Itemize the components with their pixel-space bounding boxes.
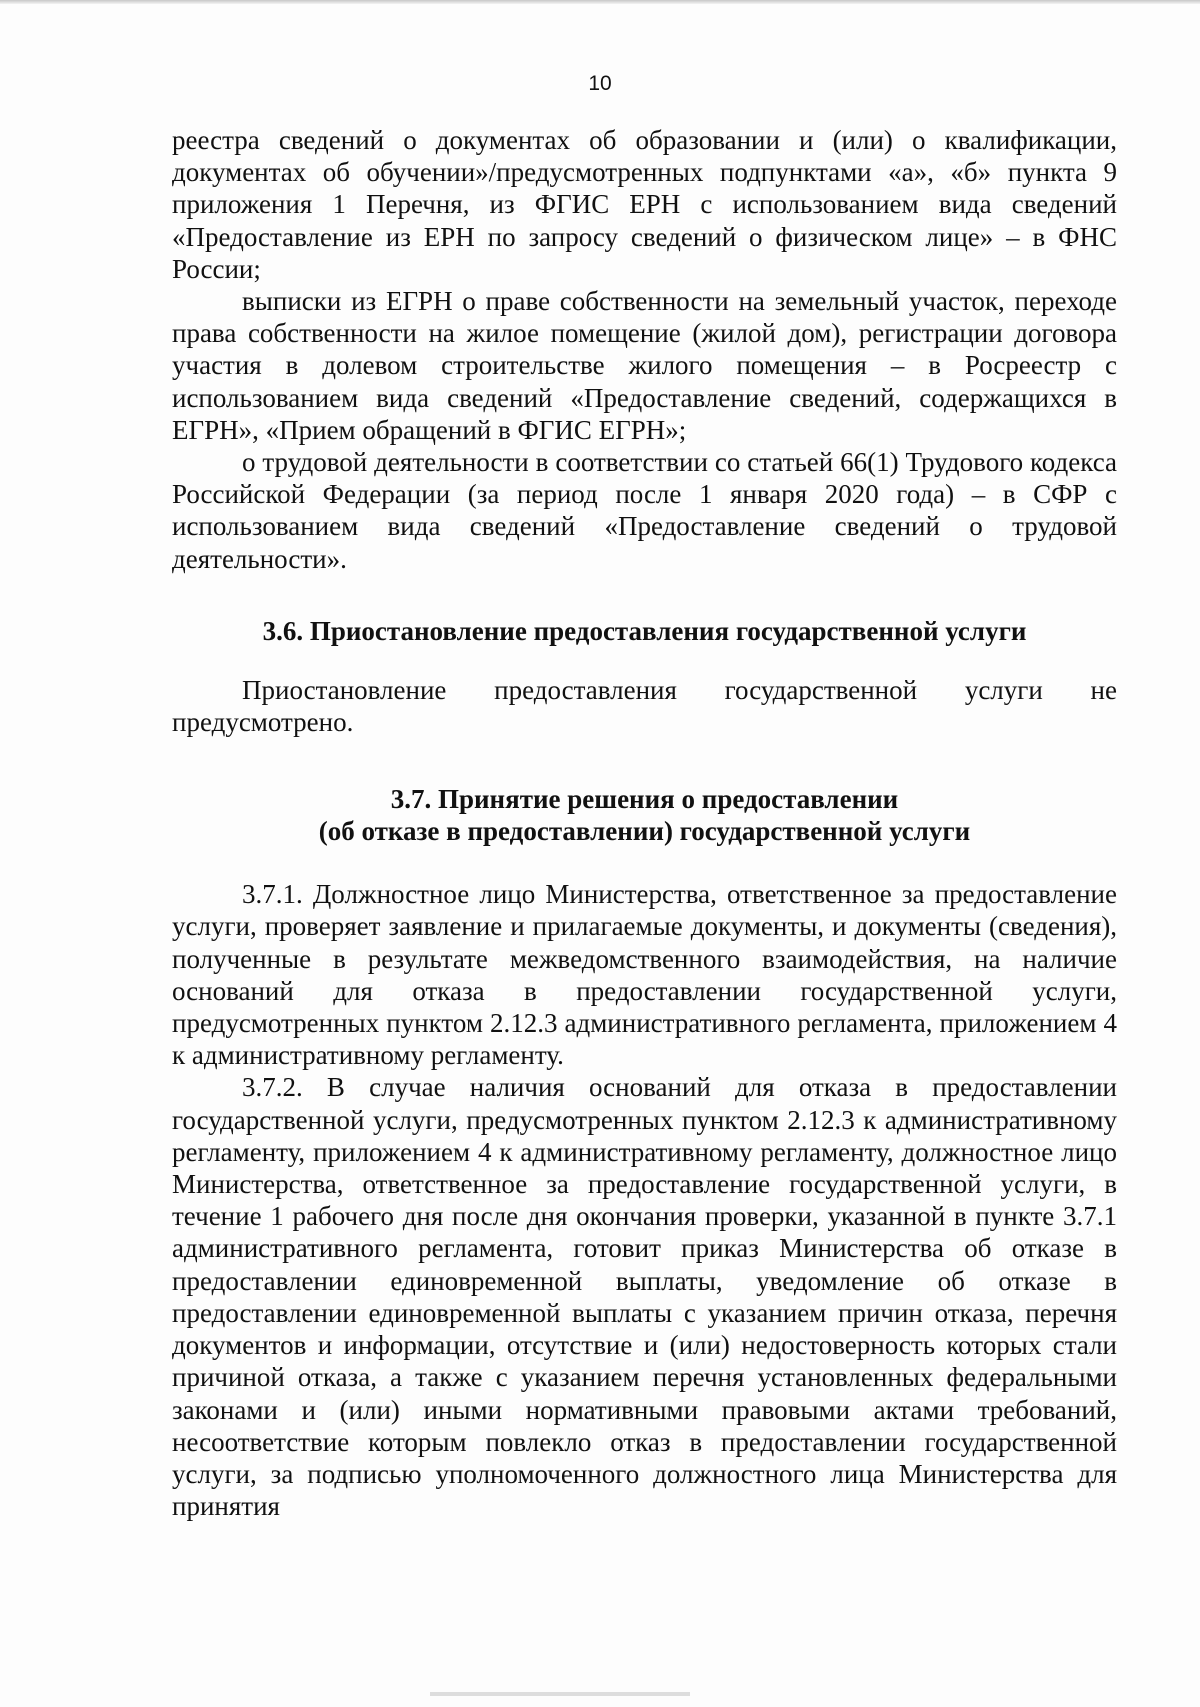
section-heading-3-7-line1: 3.7. Принятие решения о предоставлении [390, 784, 899, 815]
paragraph-egrn-extracts: выписки из ЕГРН о праве собственности на земельный участок, переходе права собственности на жилое помещение (жилой дом), регистрации договора участия в долевом строительстве жилого помещения – в Росреестр с использованием вида сведений «Предоставление сведений, содержащихся в ЕГРН», «Прием обращений в ФГИС ЕГРН»; [172, 286, 1117, 445]
section-heading-3-7-line2: (об отказе в предоставлении) государственной услуги [318, 816, 971, 847]
paragraph-continuation: реестра сведений о документах об образовании и (или) о квалификации, документах об обучении»/предусмотренных подпунктами «а», «б» пункта 9 приложения 1 Перечня, из ФГИС ЕРН с использованием вида сведений «Предоставление из ЕРН по запросу сведений о физическом лице» – в ФНС России; [172, 125, 1117, 284]
spacer [172, 647, 1117, 674]
spacer [172, 847, 1117, 878]
spacer [172, 575, 1117, 615]
spacer [172, 738, 1117, 783]
paragraph-3-7-2: 3.7.2. В случае наличия оснований для отказа в предоставлении государственной услуги, предусмотренных пунктом 2.12.3 к административному регламенту, приложением 4 к административному регламенту, должностное лицо Министерства, ответственное за предоставление государственной услуги, в течение 1 рабочего дня после дня окончания проверки, указанной в пункте 3.7.1 административного регламента, готовит приказ Министерства об отказе в предоставлении единовременной выплаты, уведомление об отказе в предоставлении единовременной выплаты с указанием причин отказа, перечня документов и информации, отсутствие и (или) недостоверность которых стали причиной отказа, а также с указанием перечня установленных федеральными законами и (или) иными нормативными правовыми актами требований, несоответствие которым повлекло отказ в предоставлении государственной услуги, за подписью уполномоченного должностного лица Министерства для принятия [172, 1072, 1117, 1522]
section-heading-3-6: 3.6. Приостановление предоставления государственной услуги [262, 615, 1027, 646]
scan-bottom-artifact [430, 1692, 690, 1696]
document-body [172, 124, 1117, 1522]
scan-top-edge [0, 0, 1200, 4]
paragraph-3-7-1: 3.7.1. Должностное лицо Министерства, ответственное за предоставление услуги, проверяет заявление и прилагаемые документы, и документы (сведения), полученные в результате межведомственного взаимодействия, на наличие оснований для отказа в предоставлении государственной услуги, предусмотренных пунктом 2.12.3 административного регламента, приложением 4 к административному регламенту. [172, 879, 1117, 1071]
paragraph-labor-activity: о трудовой деятельности в соответствии со статьей 66(1) Трудового кодекса Российской Федерации (за период после 1 января 2020 года) – в СФР с использованием вида сведений «Предоставление сведений о трудовой деятельности». [172, 447, 1117, 574]
page-number: 10 [588, 72, 612, 95]
paragraph-suspension: Приостановление предоставления государственной услуги не предусмотрено. [172, 674, 1117, 738]
